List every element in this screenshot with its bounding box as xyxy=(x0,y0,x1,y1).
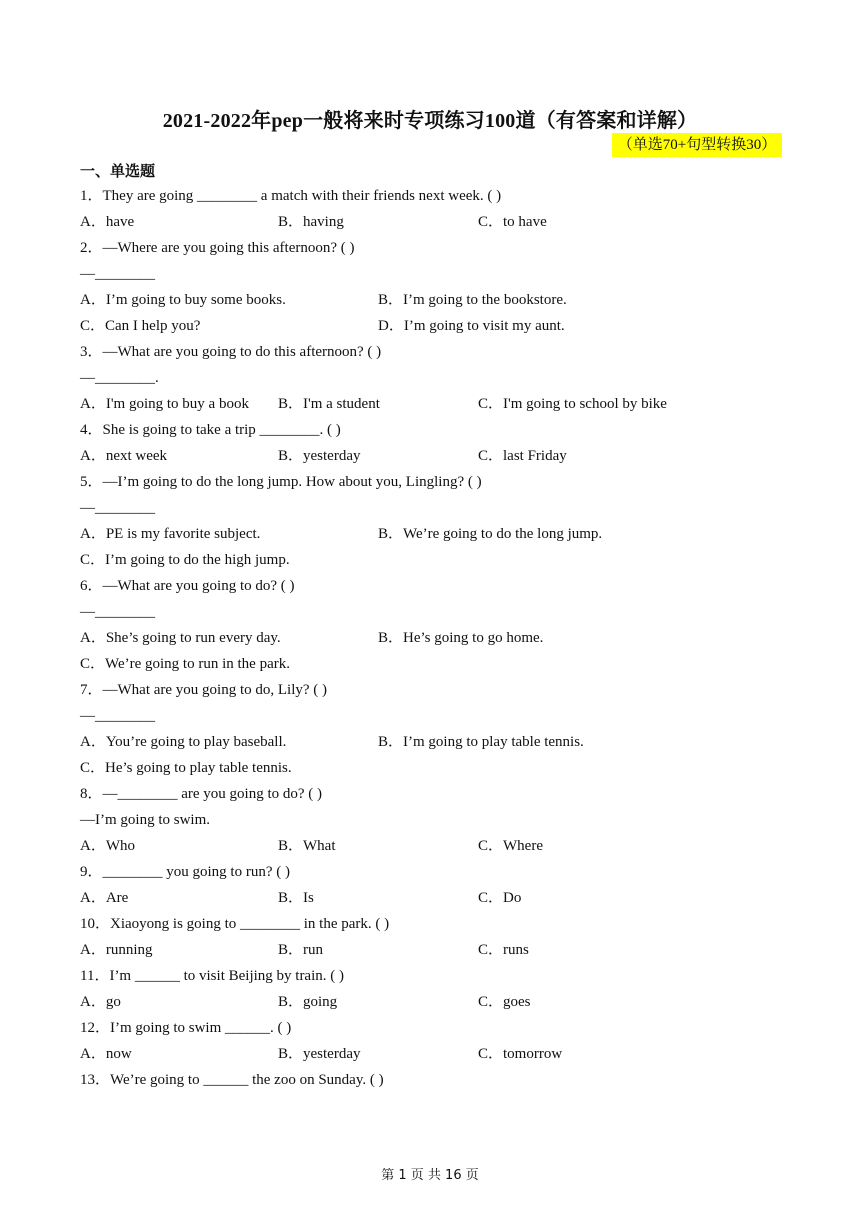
answer-blank: —________ xyxy=(80,604,155,620)
option-c: C．tomorrow xyxy=(478,1046,563,1062)
option-row xyxy=(80,625,780,651)
option-b: B．having xyxy=(278,214,344,230)
option-b: B．Is xyxy=(278,890,314,906)
option-row xyxy=(80,885,780,911)
option-row xyxy=(80,989,780,1015)
question-stem: 3．—What are you going to do this afternoon? ( ) xyxy=(80,344,382,360)
option-a: A．She’s going to run every day. xyxy=(80,630,281,646)
question-stem: 13．We’re going to ______ the zoo on Sunday. ( ) xyxy=(80,1072,384,1088)
section-heading: 一、单选题 xyxy=(80,162,156,180)
option-a: A．PE is my favorite subject. xyxy=(80,526,261,542)
question-stem: 1．They are going ________ a match with their friends next week. ( ) xyxy=(80,188,502,204)
option-a: A．have xyxy=(80,214,135,230)
option-d: D．I’m going to visit my aunt. xyxy=(378,318,565,334)
question-list xyxy=(80,183,780,1093)
answer-line: —I’m going to swim. xyxy=(80,812,210,828)
option-b: B．yesterday xyxy=(278,448,361,464)
option-b: B．What xyxy=(278,838,336,854)
question-stem: 4．She is going to take a trip ________. ( ) xyxy=(80,422,341,438)
option-row xyxy=(80,833,780,859)
option-b: B．yesterday xyxy=(278,1046,361,1062)
option-row xyxy=(80,547,780,573)
question-stem: 11．I’m ______ to visit Beijing by train. ( ) xyxy=(80,968,345,984)
option-b: B．He’s going to go home. xyxy=(378,630,544,646)
subtitle-highlight: （单选70+句型转换30） xyxy=(612,133,782,157)
option-b: B．I'm a student xyxy=(278,396,380,412)
option-c: C．I’m going to do the high jump. xyxy=(80,552,290,568)
option-b: B．We’re going to do the long jump. xyxy=(378,526,603,542)
option-a: A．next week xyxy=(80,448,168,464)
question-stem: 8．—________ are you going to do? ( ) xyxy=(80,786,323,802)
option-row xyxy=(80,209,780,235)
page-footer: 第 1 页 共 16 页 xyxy=(381,1168,479,1183)
question-stem: 10．Xiaoyong is going to ________ in the park. ( ) xyxy=(80,916,390,932)
option-row xyxy=(80,937,780,963)
option-c: C．He’s going to play table tennis. xyxy=(80,760,292,776)
option-row xyxy=(80,313,780,339)
option-b: B．run xyxy=(278,942,324,958)
question-stem: 5．—I’m going to do the long jump. How about you, Lingling? ( ) xyxy=(80,474,482,490)
question-stem: 7．—What are you going to do, Lily? ( ) xyxy=(80,682,328,698)
question-stem: 2．—Where are you going this afternoon? ( ) xyxy=(80,240,355,256)
option-c: C．runs xyxy=(478,942,529,958)
option-b: B．going xyxy=(278,994,338,1010)
option-b: B．I’m going to the bookstore. xyxy=(378,292,567,308)
answer-blank: —________ xyxy=(80,266,155,282)
question-stem: 12．I’m going to swim ______. ( ) xyxy=(80,1020,292,1036)
answer-blank: —________ xyxy=(80,708,155,724)
option-a: A．running xyxy=(80,942,153,958)
question-stem: 6．—What are you going to do? ( ) xyxy=(80,578,295,594)
answer-blank: —________ xyxy=(80,500,155,516)
option-a: A．Who xyxy=(80,838,135,854)
option-row xyxy=(80,729,780,755)
option-row xyxy=(80,1041,780,1067)
option-a: A．go xyxy=(80,994,121,1010)
document-title: 2021-2022年pep一般将来时专项练习100道（有答案和详解） xyxy=(162,110,698,132)
option-c: C．Do xyxy=(478,890,522,906)
option-row xyxy=(80,651,780,677)
option-c: C．I'm going to school by bike xyxy=(478,396,667,412)
option-row xyxy=(80,521,780,547)
option-row xyxy=(80,287,780,313)
option-c: C．Can I help you? xyxy=(80,318,201,334)
option-c: C．goes xyxy=(478,994,531,1010)
option-a: A．I'm going to buy a book xyxy=(80,396,249,412)
option-c: C．to have xyxy=(478,214,547,230)
option-a: A．I’m going to buy some books. xyxy=(80,292,286,308)
option-a: A．You’re going to play baseball. xyxy=(80,734,287,750)
option-row xyxy=(80,755,780,781)
answer-blank: —________. xyxy=(80,370,159,386)
option-a: A．now xyxy=(80,1046,132,1062)
option-b: B．I’m going to play table tennis. xyxy=(378,734,584,750)
option-row xyxy=(80,443,780,469)
option-a: A．Are xyxy=(80,890,129,906)
option-c: C．Where xyxy=(478,838,543,854)
option-c: C．last Friday xyxy=(478,448,567,464)
option-c: C．We’re going to run in the park. xyxy=(80,656,290,672)
option-row xyxy=(80,391,780,417)
question-stem: 9．________ you going to run? ( ) xyxy=(80,864,290,880)
